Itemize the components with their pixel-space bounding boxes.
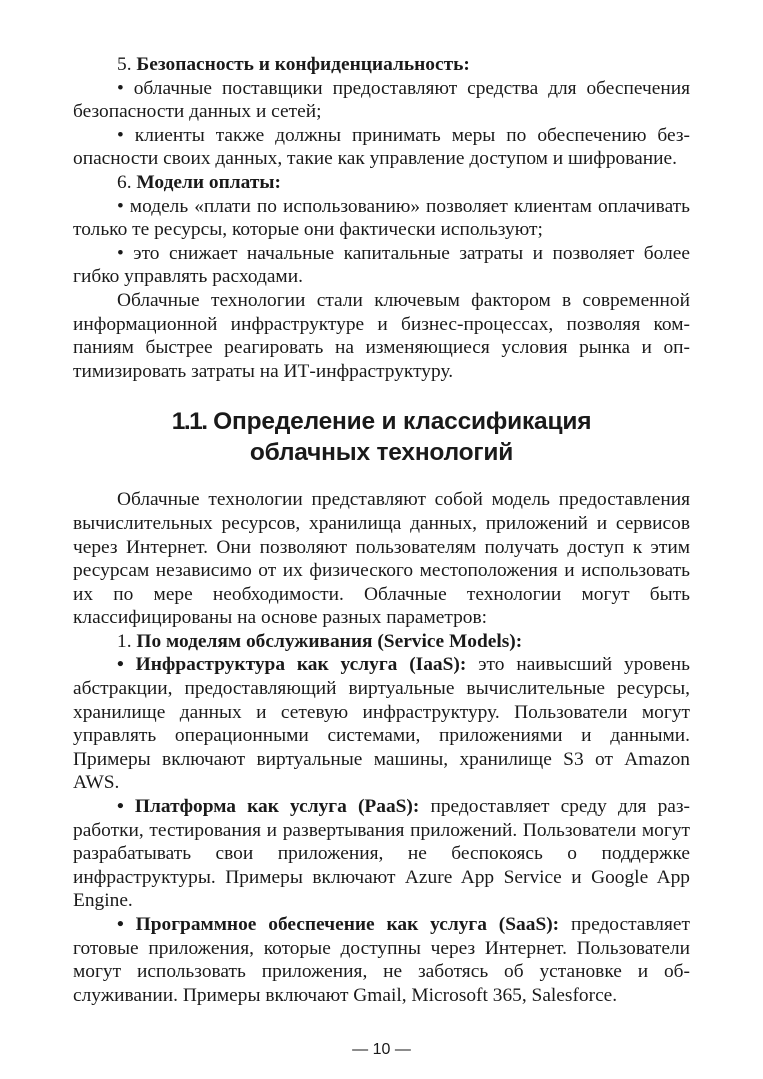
section-5-title: Безопасность и конфиденциальность:: [136, 54, 470, 75]
saas-paragraph: [73, 913, 690, 1007]
section-6-heading: [73, 171, 690, 195]
saas-title: • Программное обеспечение как услуга (SaaS):: [117, 914, 560, 935]
section-number: 1.1.: [171, 408, 207, 436]
page-number: — 10 —: [352, 1041, 411, 1058]
bullet-capital-costs: • это снижает начальные капитальные затраты и позволяет более гибко управлять расходами.: [73, 242, 690, 288]
bullet-security-providers: • облачные поставщики предоставляют средства для обеспечения безопасности данных и сетей;: [73, 77, 690, 123]
item-1-number: 1.: [117, 630, 137, 652]
intro-paragraph: Облачные технологии представляют собой модель предоставления вычислительных ресурсов, хранилища данных, приложений и сервисов через Интернет. Они позволяют пользователям получать доступ к этим ресурсам независимо от их физического местоположения и использовать их по мере необходимости. Облачные технологии могут быть классифицированы на основе разных параметров:: [73, 489, 690, 629]
item-1-heading: [73, 630, 690, 654]
item-1-title: По моделям обслуживания (Service Models):: [136, 630, 523, 652]
paas-title: • Платформа как услуга (PaaS):: [117, 796, 420, 818]
paas-text: предоставляет среду для разработки, тестирования и развертывания приложений. Пользователи могут разрабатывать свои приложения, не беспокоясь о поддержке инфраструктуры. Примеры включают Azure App Service и Google App Engine.: [73, 796, 690, 912]
paas-paragraph: [73, 795, 690, 913]
bullet-security-clients: • клиенты также должны принимать меры по обеспечению безопасности своих данных, такие как управление доступом и шифрование.: [73, 124, 690, 170]
section-5-number: 5.: [117, 54, 137, 75]
saas-text: предоставляет готовые приложения, которые доступны через Интернет. Пользователи могут использовать приложения, не заботясь об установке и обслуживании. Примеры включают Gmail, Microsoft 365, Salesforce.: [73, 914, 690, 1006]
section-6-title: Модели оплаты:: [136, 171, 281, 193]
section-5-heading: [73, 53, 690, 77]
section-6-number: 6.: [117, 171, 137, 193]
section-heading: [73, 406, 690, 468]
section-title-line2: облачных технологий: [249, 439, 514, 467]
page-content: [73, 53, 690, 1007]
iaas-paragraph: [73, 653, 690, 795]
bullet-pay-per-use: • модель «плати по использованию» позволяет клиентам оплачивать только те ресурсы, которые они фактически используют;: [73, 195, 690, 241]
conclusion-paragraph: Облачные технологии стали ключевым фактором в современной информационной инфраструктуре и бизнес-процессах, позволяя компаниям быстрее реагировать на изменяющиеся условия рынка и оптимизировать затраты на ИТ-инфраструктуру.: [73, 289, 690, 382]
section-title-line1: Определение и классификация: [213, 408, 592, 436]
iaas-title: • Инфраструктура как услуга (IaaS):: [117, 654, 467, 676]
iaas-text: это наивысший уровень абстракции, предоставляющий виртуальные вычислительные ресурсы, хранилище данных и сетевую инфраструктуру. Пользователи могут управлять операционными системами, приложениями и данными. Примеры включают виртуальные машины, хранилище S3 от Amazon AWS.: [73, 654, 690, 794]
